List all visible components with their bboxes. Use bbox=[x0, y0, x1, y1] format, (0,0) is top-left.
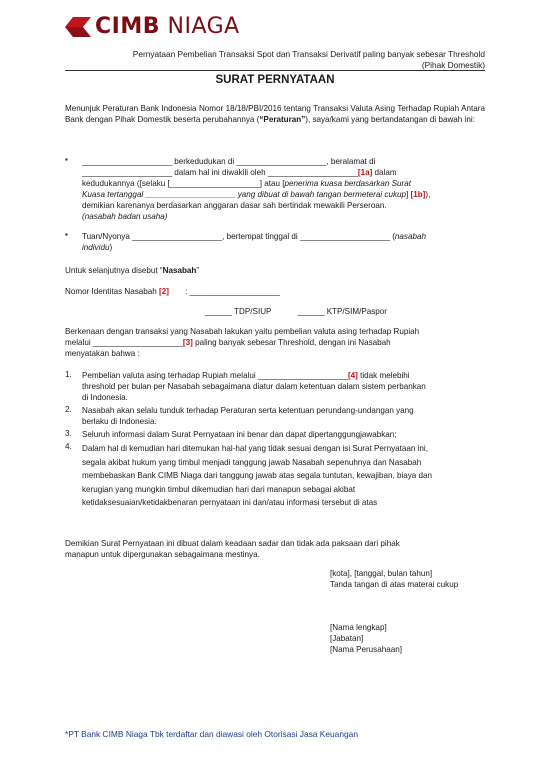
berkenaan-paragraph: Berkenaan dengan transaksi yang Nasabah lakukan yaitu pembelian valuta asing terhadap Rupiah melalui ____________________[3] paling banyak sebesar Threshold, dengan ini Nasabah menyatakan bahwa : bbox=[65, 327, 420, 358]
intro-paragraph: Menunjuk Peraturan Bank Indonesia Nomor 18/18/PBI/2016 tentang Transaksi Valuta Asing Terhadap Rupiah Antara Bank dengan Pihak Domestik beserta perubahannya (“Peraturan”), saya/kami yang bertandatangan di bawah ini: bbox=[65, 104, 485, 124]
header-line2: (Pihak Domestik) bbox=[421, 60, 485, 70]
statement-item-3: Seluruh informasi dalam Surat Pernyataan ini benar dan dapat dipertanggungjawabkan; bbox=[82, 430, 397, 439]
signatory-company: [Nama Perusahaan] bbox=[330, 645, 402, 654]
closing-paragraph: Demikian Surat Pernyataan ini dibuat dalam keadaan sadar dan tidak ada paksaan dari pihak manapun untuk dipergunakan sebagaimana mestinya. bbox=[65, 539, 400, 559]
bullet-individual: Tuan/Nyonya ____________________, bertempat tinggal di ____________________ (nasabah individu) bbox=[82, 232, 426, 252]
bullet-corporate: ____________________ berkedudukan di ____________________, beralamat di ____________________ dalam hal ini diwakili oleh ____________________[1a] dalam kedudukannya ([selaku [____________________] atau [penerima kuasa berdasarkan Surat Kuasa tertanggal ____________________ yang dibuat di bawah tangan bermeterai cukup] [1b]), demikian karenanya berdasarkan anggaran dasar sah bertindak mewakili Perseroan. (nasabah badan usaha) bbox=[82, 157, 431, 221]
cimb-logo-icon bbox=[65, 17, 91, 37]
statement-item-4: Dalam hal di kemudian hari ditemukan hal-hal yang tidak sesuai dengan isi Surat Pernyataan ini, segala akibat hukum yang timbul menjadi tanggung jawab Nasabah sepenuhnya dan Nasabah membebaskan Bank CIMB Niaga dari tanggung jawab atas segala tuntutan, kewajiban, biaya dan kerugian yang mungkin timbul dikemudian hari dari manapun sebagai akibat ketidaksesuaian/ketidakbenaran pernyataan ini dan/atau informasi tersebut di atas bbox=[82, 444, 433, 507]
item-number: 3. bbox=[65, 429, 72, 438]
identitas-line: Nomor Identitas Nasabah [2] : ____________________ bbox=[65, 287, 280, 296]
signature-materai: Tanda tangan di atas materai cukup bbox=[330, 580, 459, 589]
item-number: 2. bbox=[65, 405, 72, 414]
statement-item-2: Nasabah akan selalu tunduk terhadap Peraturan serta ketentuan perundang-undangan yang berlaku di Indonesia. bbox=[82, 406, 414, 426]
item-number: 4. bbox=[65, 442, 72, 451]
signatory-name: [Nama lengkap] bbox=[330, 623, 387, 632]
bullet-marker: ▪ bbox=[65, 230, 68, 239]
document-title: SURAT PERNYATAAN bbox=[215, 74, 335, 86]
identity-options: ______ TDP/SIUP ______ KTP/SIM/Paspor bbox=[205, 307, 387, 316]
cimb-niaga-logo bbox=[65, 16, 240, 38]
signatory-position: [Jabatan] bbox=[330, 634, 364, 643]
statement-item-1: Pembelian valuta asing terhadap Rupiah melalui ____________________[4] tidak melebihi threshold per bulan per Nasabah sebagaimana diatur dalam ketentuan dalam sistem perbankan di Indonesia. bbox=[82, 371, 426, 402]
signature-date: [kota], [tanggal, bulan tahun] bbox=[330, 569, 433, 578]
logo-wordmark: CIMB NIAGA bbox=[95, 14, 240, 39]
nasabah-definition: Untuk selanjutnya disebut “Nasabah” bbox=[65, 266, 200, 275]
header-rule bbox=[65, 70, 485, 71]
header-line1: Pernyataan Pembelian Transaksi Spot dan Transaksi Derivatif paling banyak sebesar Threshold bbox=[132, 49, 485, 59]
item-number: 1. bbox=[65, 370, 72, 379]
footer-note: *PT Bank CIMB Niaga Tbk terdaftar dan diawasi oleh Otorisasi Jasa Keuangan bbox=[65, 729, 358, 739]
bullet-marker: ▪ bbox=[65, 155, 68, 164]
